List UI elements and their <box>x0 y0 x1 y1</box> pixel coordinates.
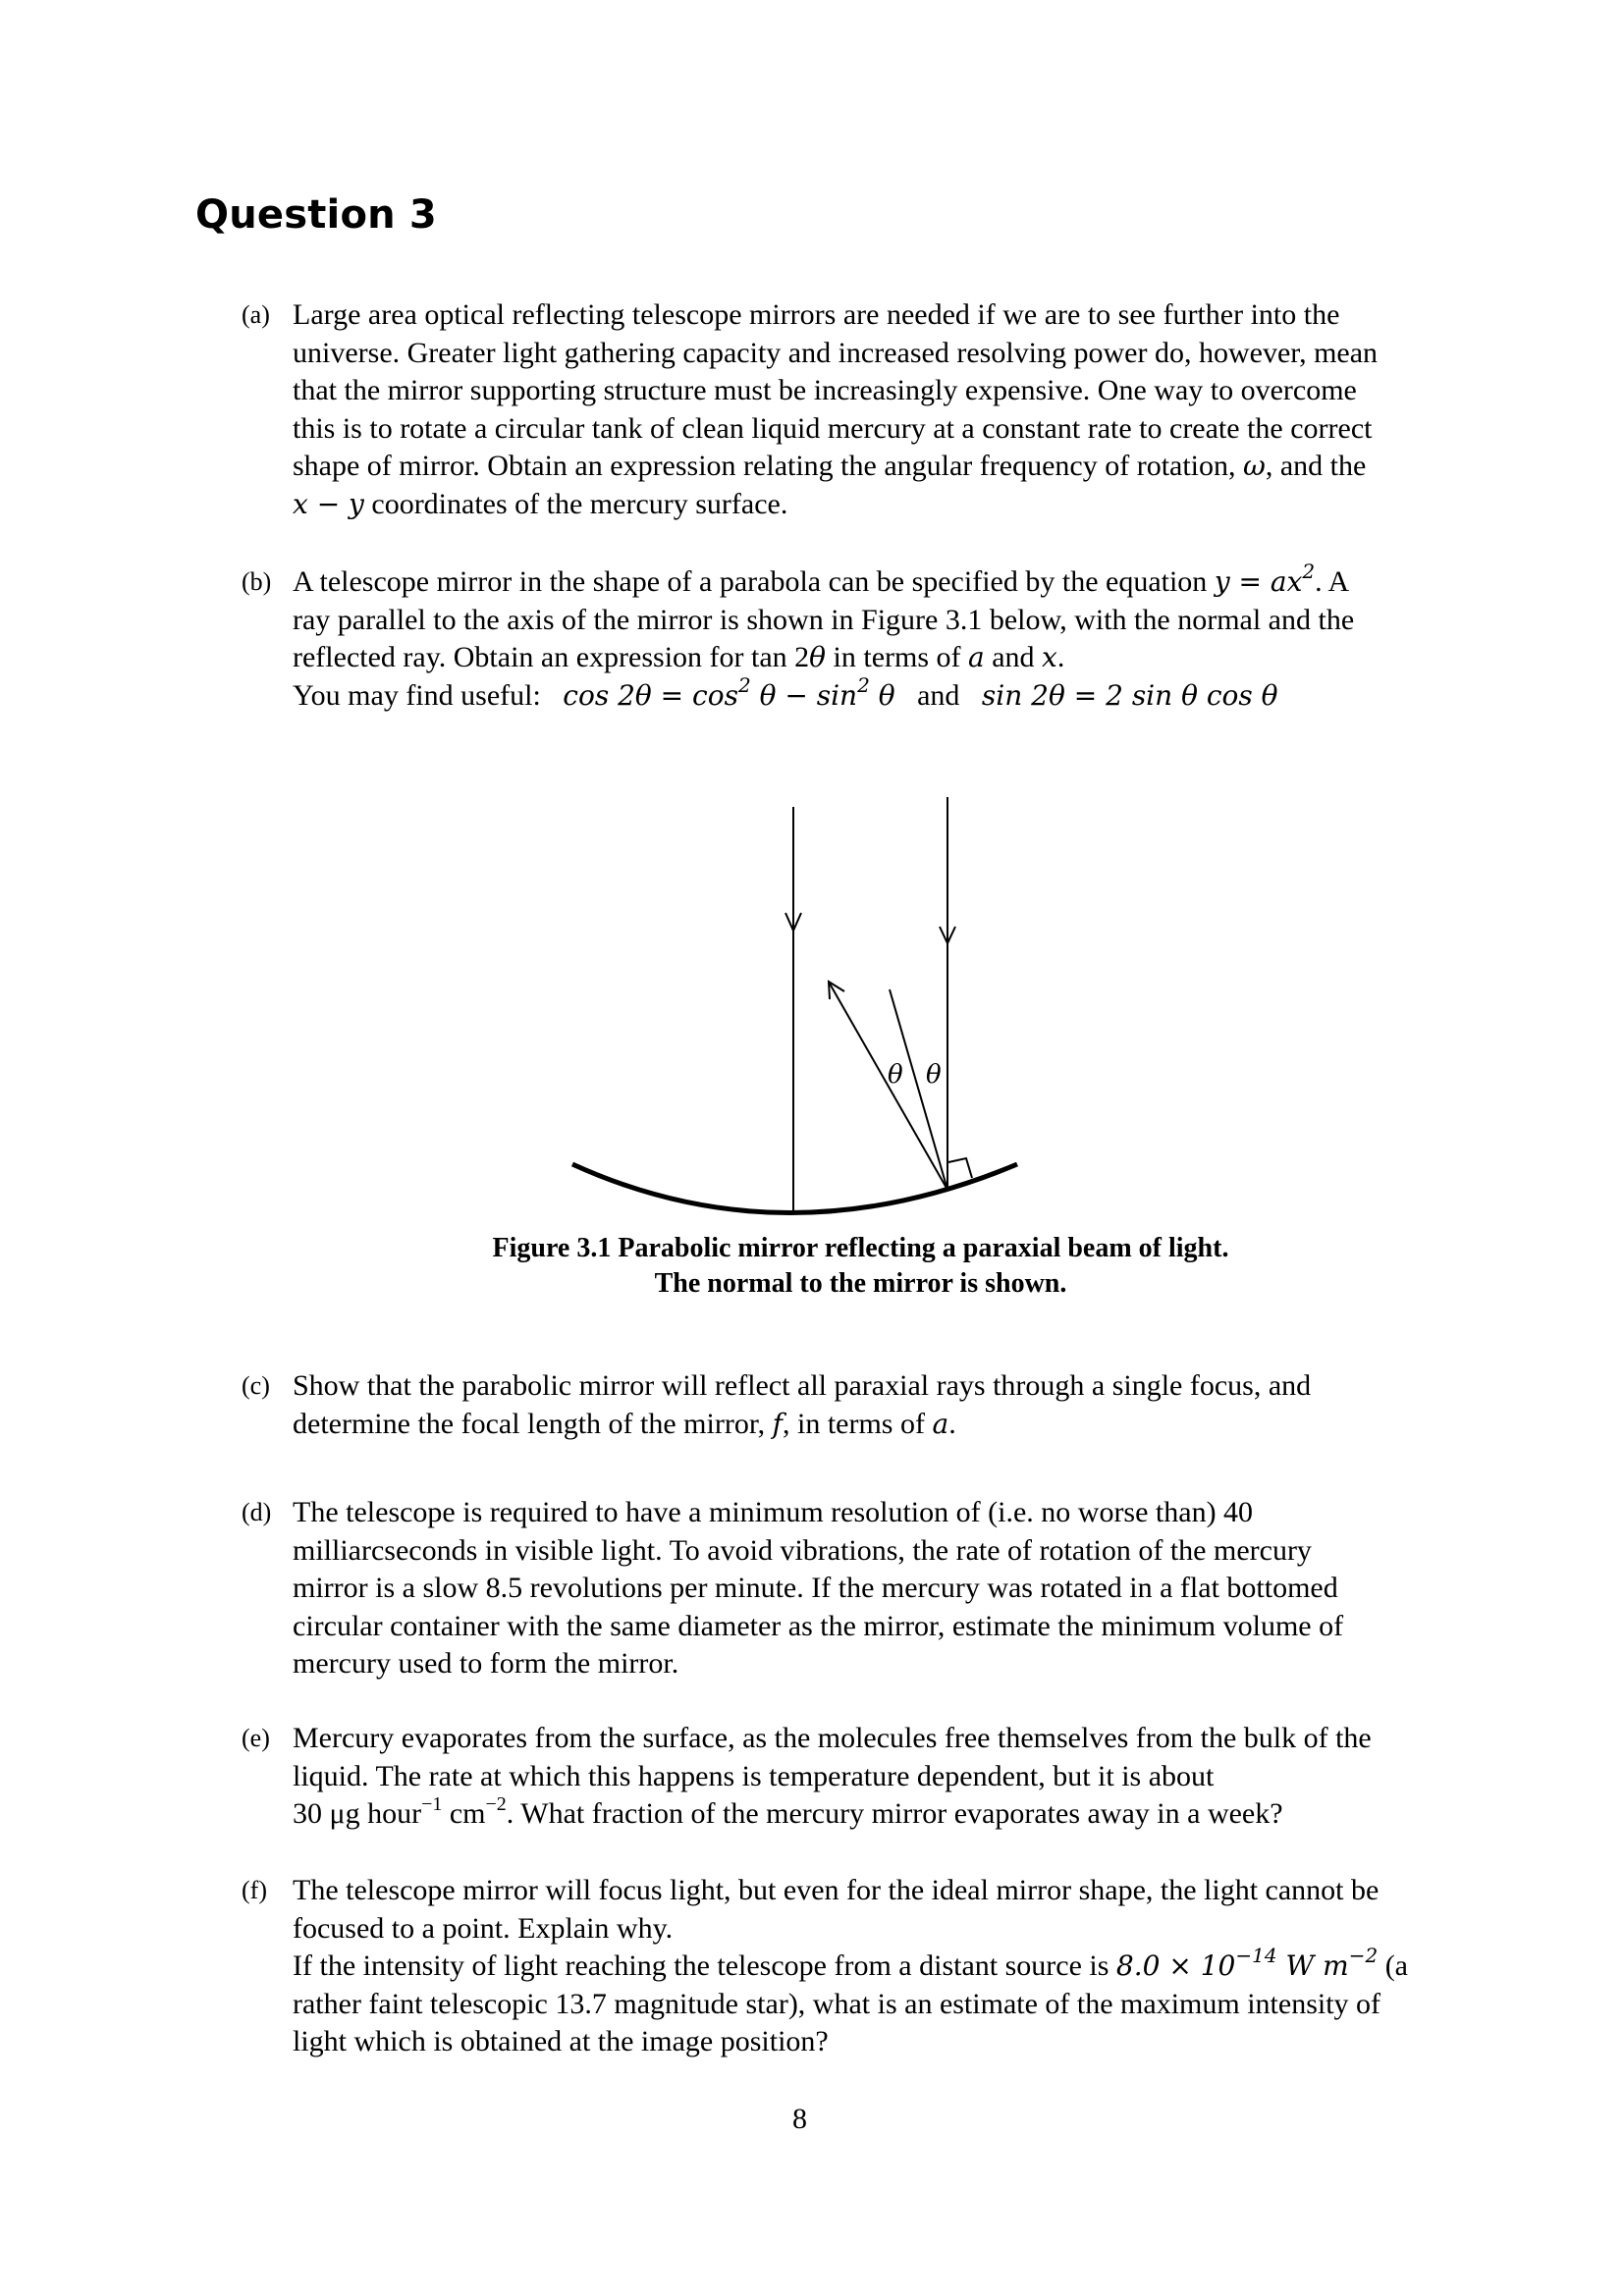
part-e <box>242 1720 1518 1834</box>
caption-line-1: Figure 3.1 Parabolic mirror reflecting a paraxial beam of light. <box>492 1233 1229 1263</box>
figure-caption <box>49 1231 1623 1302</box>
part-e-line-1: Mercury evaporates from the surface, as the molecules free themselves from the bulk of the <box>293 1722 1372 1754</box>
part-a-line-6: x − y coordinates of the mercury surface. <box>293 487 788 520</box>
parabolic-mirror <box>572 1164 1017 1213</box>
part-f <box>242 1872 1518 2061</box>
double-angle-cos: $\cos 2\theta = \cos^2 \theta - \sin^2 \theta$ <box>563 672 895 712</box>
xy-expression: x − y <box>293 487 364 520</box>
parabola-equation: $y = ax^2$ <box>1214 560 1316 598</box>
page-number: 8 <box>792 2103 807 2135</box>
part-a-line-3: that the mirror supporting structure must be increasingly expensive. One way to overcome <box>293 374 1357 406</box>
part-b-line-2: ray parallel to the axis of the mirror is shown in Figure 3.1 below, with the normal and the <box>293 603 1355 636</box>
double-angle-sin: sin 2θ = 2 sin θ cos θ <box>981 678 1278 712</box>
part-d-line-2: milliarcseconds in visible light. To avoid vibrations, the rate of rotation of the mercury <box>293 1533 1312 1567</box>
part-d <box>242 1494 1518 1683</box>
question-heading: Question 3 <box>195 192 437 238</box>
part-c-line-2: determine the focal length of the mirror, f, in terms of a. <box>293 1407 956 1440</box>
right-angle-marker <box>948 1158 972 1178</box>
part-d-line-4: circular container with the same diameter as the mirror, estimate the minimum volume of <box>293 1609 1344 1642</box>
part-e-line-2: liquid. The rate at which this happens is temperature dependent, but it is about <box>293 1759 1215 1792</box>
part-f-line-2: focused to a point. Explain why. <box>293 1911 674 1945</box>
part-a-line-1: Large area optical reflecting telescope mirrors are needed if we are to see further into the <box>293 298 1340 331</box>
part-a-line-2: universe. Greater light gathering capacity and increased resolving power do, however, mean <box>293 336 1379 369</box>
part-d-label: (d) <box>242 1498 272 1526</box>
part-e-label: (e) <box>242 1724 270 1752</box>
omega-symbol: ω <box>1243 450 1266 482</box>
part-b-line-1: A telescope mirror in the shape of a parabola can be specified by the equation $y = ax^2$. A <box>293 560 1350 598</box>
part-f-line-3: If the intensity of light reaching the telescope from a distant source is $8.0 \times 10^{-14}$ W $m^{-2}$ (a <box>293 1944 1408 1982</box>
part-f-line-4: rather faint telescopic 13.7 magnitude star), what is an estimate of the maximum intensity of <box>293 1987 1381 2020</box>
part-f-label: (f) <box>242 1876 267 1904</box>
part-b-line-4: You may find useful: $\cos 2\theta = \cos^2 \theta - \sin^2 \theta$ and sin 2θ = 2 sin θ cos θ <box>293 672 1278 712</box>
part-c-label: (c) <box>242 1371 270 1400</box>
part-d-line-1: The telescope is required to have a minimum resolution of (i.e. no worse than) 40 <box>293 1496 1254 1528</box>
part-a-line-4: this is to rotate a circular tank of clean liquid mercury at a constant rate to create the correct <box>293 411 1373 445</box>
part-e-line-3: 30 μg hour$^{-1}$ $cm^{-2}$. What fraction of the mercury mirror evaporates away in a week? <box>293 1793 1283 1830</box>
part-a-label: (a) <box>242 300 270 329</box>
normal-line <box>890 989 947 1190</box>
part-d-line-5: mercury used to form the mirror. <box>293 1647 679 1680</box>
part-a-line-5: shape of mirror. Obtain an expression relating the angular frequency of rotation, ω, and the <box>293 450 1367 482</box>
part-c <box>242 1367 1518 1443</box>
caption-line-2: The normal to the mirror is shown. <box>654 1268 1067 1299</box>
part-d-line-3: mirror is a slow 8.5 revolutions per minute. If the mercury was rotated in a flat bottomed <box>293 1572 1338 1604</box>
theta-label-right: θ <box>926 1060 942 1090</box>
part-c-line-1: Show that the parabolic mirror will reflect all paraxial rays through a single focus, and <box>293 1369 1312 1402</box>
intensity-value: $8.0 \times 10^{-14}$ W $m^{-2}$ <box>1115 1944 1379 1982</box>
part-b-label: (b) <box>242 567 272 596</box>
part-f-line-1: The telescope mirror will focus light, but even for the ideal mirror shape, the light cannot be <box>293 1874 1380 1906</box>
part-b-line-3: reflected ray. Obtain an expression for tan 2θ in terms of a and x. <box>293 641 1065 673</box>
part-f-line-5: light which is obtained at the image position? <box>293 2025 829 2057</box>
theta-label-left: θ <box>888 1060 903 1090</box>
